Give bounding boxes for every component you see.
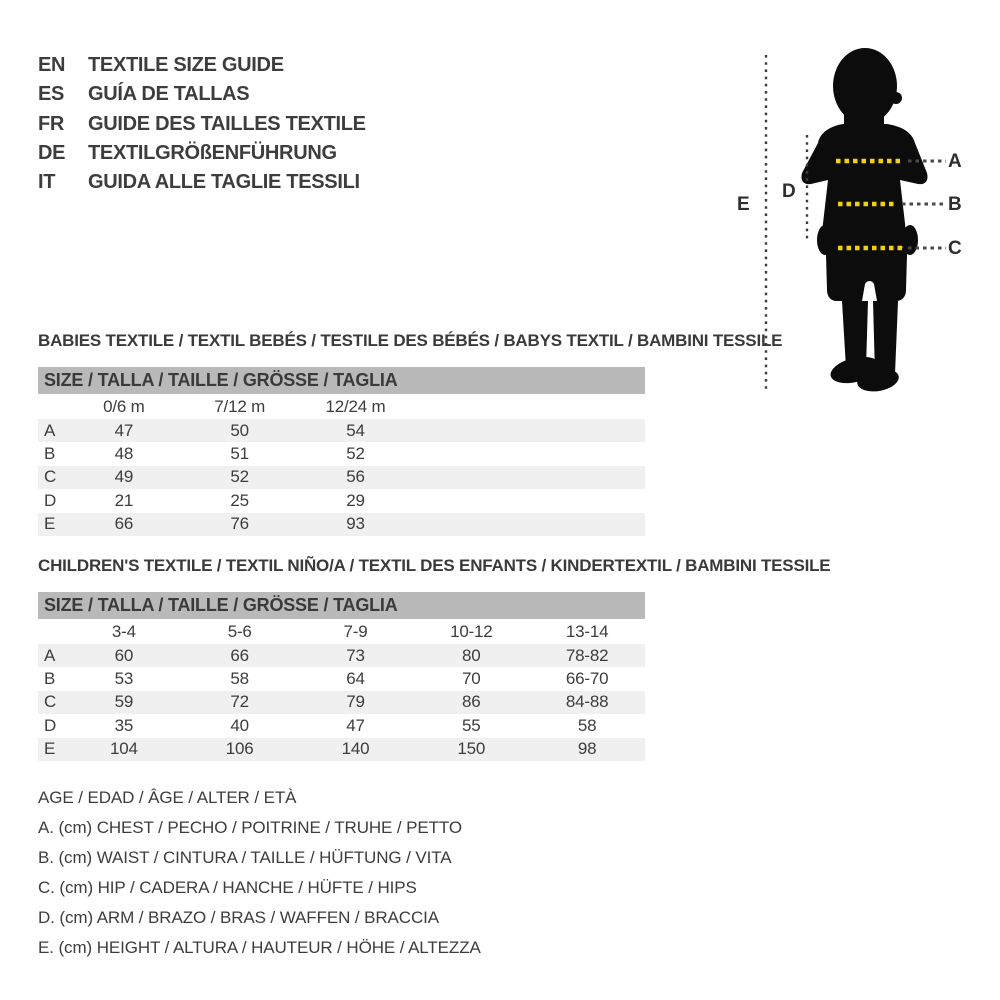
table-cell: 53	[114, 669, 134, 689]
row-label: D	[44, 715, 57, 735]
column-header: 10-12	[450, 621, 493, 641]
table-cell: 47	[346, 715, 365, 735]
language-title-block	[38, 51, 366, 197]
table-cell: 50	[230, 420, 249, 440]
table-cell: 73	[346, 645, 365, 665]
row-label: A	[44, 420, 56, 440]
table-row	[38, 419, 645, 442]
babies-column-header-row	[38, 394, 645, 419]
babies-size-header-bar: SIZE / TALLA / TAILLE / GRÖSSE / TAGLIA	[38, 367, 645, 394]
table-cell: 70	[462, 669, 481, 689]
table-row	[38, 513, 645, 536]
table-cell: 56	[346, 467, 365, 487]
table-cell: 25	[230, 490, 249, 510]
table-cell: 104	[109, 739, 138, 759]
table-cell: 86	[462, 692, 481, 712]
table-row	[38, 644, 645, 667]
table-cell: 35	[114, 715, 134, 735]
row-label: C	[44, 692, 57, 712]
language-code: DE	[38, 142, 66, 165]
table-row	[38, 489, 645, 512]
row-label: A	[44, 645, 56, 665]
column-header: 7/12 m	[214, 396, 266, 416]
table-cell: 140	[341, 739, 370, 759]
table-cell: 84-88	[565, 692, 609, 712]
table-cell: 93	[346, 514, 365, 534]
babies-size-table	[38, 367, 645, 536]
figure-label-b: B	[948, 194, 962, 215]
row-label: D	[44, 490, 57, 510]
table-cell: 80	[462, 645, 481, 665]
table-row	[38, 466, 645, 489]
title-row-de	[38, 139, 366, 168]
language-code: FR	[38, 112, 65, 135]
table-row	[38, 691, 645, 714]
guide-title: GUÍA DE TALLAS	[88, 83, 250, 106]
guide-title: GUIDE DES TAILLES TEXTILE	[88, 112, 366, 135]
title-row-en	[38, 51, 366, 80]
table-cell: 58	[230, 669, 249, 689]
measurement-legend	[38, 783, 481, 963]
title-row-es	[38, 80, 366, 109]
table-row	[38, 738, 645, 761]
column-header: 13-14	[565, 621, 609, 641]
table-row	[38, 714, 645, 737]
row-label: E	[44, 514, 56, 534]
table-cell: 49	[114, 467, 134, 487]
table-cell: 66	[230, 645, 249, 665]
children-section-title: CHILDREN'S TEXTILE / TEXTIL NIÑO/A / TEXTIL DES ENFANTS / KINDERTEXTIL / BAMBINI TESSILE	[38, 556, 831, 575]
table-cell: 51	[230, 444, 249, 464]
child-silhouette	[801, 48, 927, 394]
language-code: IT	[38, 171, 56, 194]
title-row-it	[38, 168, 366, 197]
table-cell: 76	[230, 514, 249, 534]
row-label: B	[44, 669, 56, 689]
guide-title: GUIDA ALLE TAGLIE TESSILI	[88, 171, 360, 194]
column-header: 3-4	[111, 621, 136, 641]
column-header: 0/6 m	[103, 396, 145, 416]
title-row-fr	[38, 110, 366, 139]
table-cell: 52	[230, 467, 249, 487]
table-cell: 72	[230, 692, 249, 712]
legend-hip: C. (cm) HIP / CADERA / HANCHE / HÜFTE / HIPS	[38, 878, 417, 897]
table-cell: 59	[114, 692, 134, 712]
language-code: EN	[38, 54, 66, 77]
table-cell: 29	[346, 490, 365, 510]
figure-label-d: D	[782, 181, 796, 202]
guide-title: TEXTILE SIZE GUIDE	[88, 54, 284, 77]
table-cell: 54	[346, 420, 365, 440]
table-cell: 150	[457, 739, 486, 759]
legend-waist: B. (cm) WAIST / CINTURA / TAILLE / HÜFTUNG / VITA	[38, 848, 452, 867]
column-header: 5-6	[227, 621, 252, 641]
children-size-header-bar: SIZE / TALLA / TAILLE / GRÖSSE / TAGLIA	[38, 592, 645, 619]
legend-arm: D. (cm) ARM / BRAZO / BRAS / WAFFEN / BRACCIA	[38, 908, 440, 927]
column-header: 7-9	[343, 621, 368, 641]
table-cell: 98	[577, 739, 597, 759]
table-cell: 58	[577, 715, 597, 735]
legend-age: AGE / EDAD / ÂGE / ALTER / ETÀ	[38, 788, 297, 807]
children-column-header-row	[38, 619, 645, 644]
guide-title: TEXTILGRÖßENFÜHRUNG	[88, 142, 337, 165]
table-cell: 55	[462, 715, 481, 735]
row-label: C	[44, 467, 57, 487]
column-header: 12/24 m	[325, 396, 386, 416]
table-cell: 47	[114, 420, 134, 440]
table-cell: 52	[346, 444, 365, 464]
table-cell: 66	[114, 514, 134, 534]
row-label: E	[44, 739, 56, 759]
table-cell: 40	[230, 715, 249, 735]
figure-label-e: E	[737, 194, 750, 215]
figure-label-c: C	[948, 238, 962, 259]
legend-chest: A. (cm) CHEST / PECHO / POITRINE / TRUHE / PETTO	[38, 818, 463, 837]
table-cell: 21	[114, 490, 134, 510]
children-size-table	[38, 592, 645, 761]
table-cell: 60	[114, 645, 134, 665]
table-cell: 78-82	[565, 645, 609, 665]
row-label: B	[44, 444, 56, 464]
table-cell: 79	[346, 692, 365, 712]
table-cell: 106	[225, 739, 254, 759]
table-row	[38, 667, 645, 690]
table-row	[38, 442, 645, 465]
legend-height: E. (cm) HEIGHT / ALTURA / HAUTEUR / HÖHE / ALTEZZA	[38, 938, 481, 957]
table-cell: 64	[346, 669, 365, 689]
table-cell: 66-70	[565, 669, 609, 689]
figure-label-a: A	[948, 151, 962, 172]
language-code: ES	[38, 83, 65, 106]
babies-section-title: BABIES TEXTILE / TEXTIL BEBÉS / TESTILE DES BÉBÉS / BABYS TEXTIL / BAMBINI TESSILE	[38, 331, 783, 350]
table-cell: 48	[114, 444, 134, 464]
